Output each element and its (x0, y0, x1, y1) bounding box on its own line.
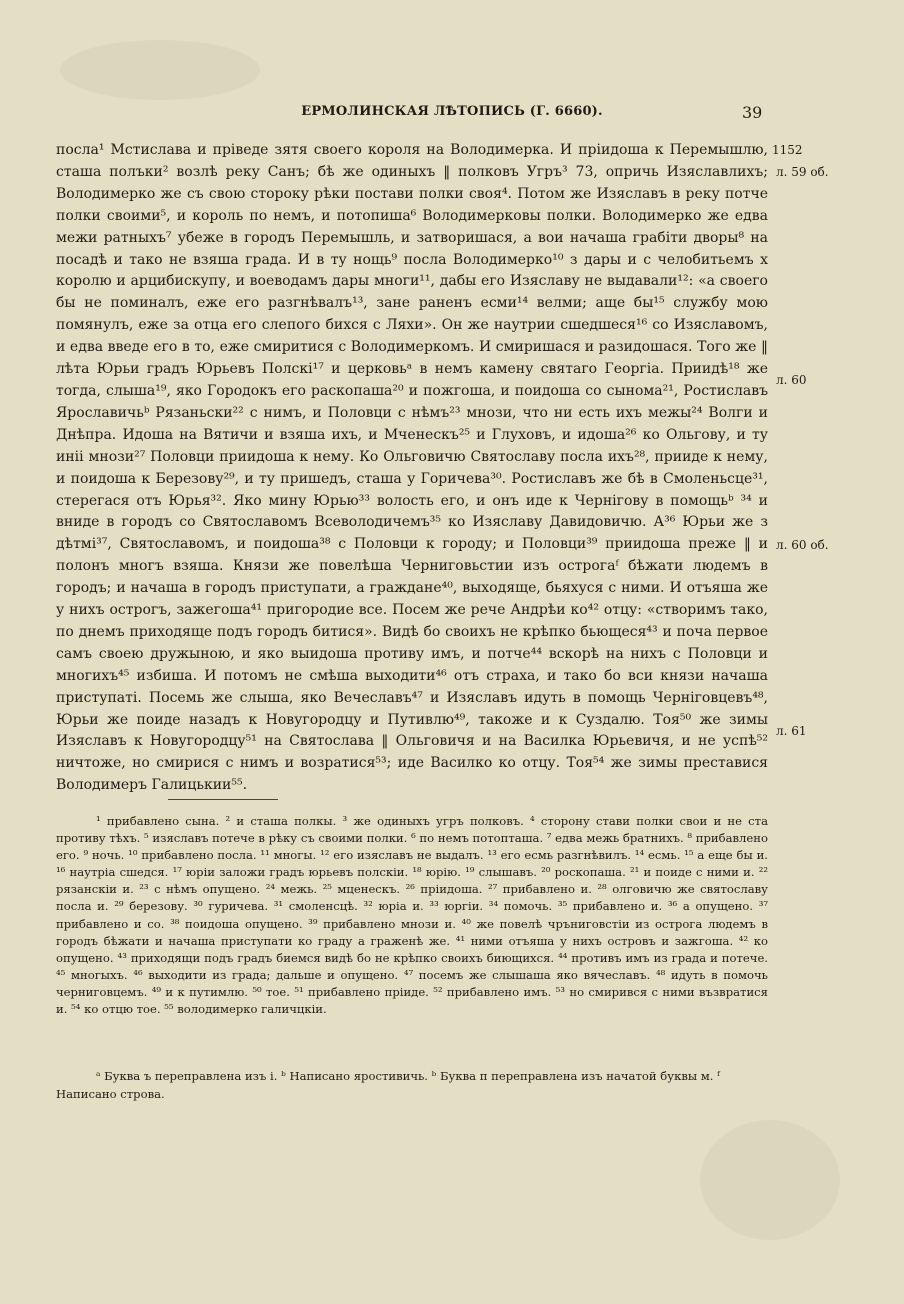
editorial-notes-block (56, 1068, 768, 1103)
main-text-body (56, 140, 768, 797)
page-number: 39 (742, 103, 763, 122)
footnote-divider (168, 799, 278, 800)
footnotes-text: ¹ прибавлено сына. ² и сташа полкы. ³ же одиныхъ угръ полковъ. ⁴ сторону стави полки свои и не ста противу тѣхъ. ⁵ изяславъ потече в рѣку съ своими полки. ⁶ по немъ потопташа. ⁷ едва межь братнихъ. ⁸ прибавлено его. ⁹ ночь. ¹⁰ прибавлено посла. ¹¹ многы. ¹² его изяславъ не выдалъ. ¹³ его есмь разгнѣвилъ. ¹⁴ есмь. ¹⁵ а еще бы и. ¹⁶ наутріа сшедся. ¹⁷ юріи заложи градъ юрьевъ полскіи. ¹⁸ юрію. ¹⁹ слышавъ. ²⁰ роскопаша. ²¹ и поиде с ними и. ²² рязанскіи и. ²³ с нѣмъ опущено. ²⁴ межь. ²⁵ мценескъ. ²⁶ прiидоша. ²⁷ прибавлено и. ²⁸ олговичю же святославу посла и. ²⁹ березову. ³⁰ гуричева. ³¹ смоленсцѣ. ³² юріа и. ³³ юргіи. ³⁴ помочь. ³⁵ прибавлено и. ³⁶ а опущено. ³⁷ прибавлено и со. ³⁸ поидоша опущено. ³⁹ прибавлено мнози и. ⁴⁰ же повелѣ чрънигoвстіи из острога людемъ в городъ бѣжати и начаша приступати ко граду а граженѣ же. ⁴¹ ними отъяша у нихъ островъ и зажгоша. ⁴² ко опущено. ⁴³ приходящи подъ градъ биемся видѣ бо не крѣпко своихъ биющихся. ⁴⁴ противъ имъ из града и потече. ⁴⁵ многыхъ. ⁴⁶ выходити из града; дальше и опущено. ⁴⁷ посемъ же слышаша яко вячеславъ. ⁴⁸ идуть в помочь черниговцемъ. ⁴⁹ и к путимлю. ⁵⁰ тое. ⁵¹ прибавлено пріиде. ⁵² прибавлено имъ. ⁵³ но смирився с ними възвратися и. ⁵⁴ ко отцю тое. ⁵⁵ володимерко галичцкіи. (56, 814, 768, 1017)
paper-stain (700, 1120, 840, 1240)
main-paragraph: посла¹ Мстислава и пріведе зятя своего короля на Володимерка. И пріидоша к Перемышлю, сташа полъки² возлѣ реку Санъ; бѣ же одиныхъ ‖ полковъ Угръ³ 73, опричь Изяславлихъ; Володимерко же съ свою стороку рѣки постави полки своя⁴. Потом же Изяславъ в реку потче полки своими⁵, и король по немъ, и потопиша⁶ Володимерковы полки. Володимерко же едва межи ратныхъ⁷ убеже в городъ Перемышль, и затворишася, а вои начаша грабіти дворы⁸ на посадѣ и тако не взяша града. И в ту нощь⁹ посла Володимерко¹⁰ з дары и с челобитьемъ х королю и арцибискупу, и воеводамъ дары многи¹¹, дабы его Изяславу не выдавали¹²: «а своего бы не поминалъ, еже его разгнѣвалъ¹³, зане раненъ есми¹⁴ велми; аще бы¹⁵ службу мою помянулъ, еже за отца его слепого бихся с Ляхи». Он же наутрии сшедшеся¹⁶ со Изяславомъ, и едва введе его в то, еже смиритися с Володимеркомъ. И смиришася и разидошася. Того же ‖ лѣта Юрьи градъ Юрьевъ Полскі¹⁷ и церковьᵃ в немъ камену святаго Георгіа. Приидѣ¹⁸ же тогда, слыша¹⁹, яко Городокъ его раскопаша²⁰ и пожгоша, и поидоша со сынома²¹, Ростиславъ Ярославичьᵇ Рязаньски²² с нимъ, и Половци с нѣмъ²³ мнози, что ни есть ихъ межы²⁴ Волги и Днѣпра. Идоша на Вятичи и взяша ихъ, и Мченескъ²⁵ и Глуховъ, и идоша²⁶ ко Ольгову, и ту инii мнози²⁷ Половци приидоша к нему. Ко Ольговичю Святославу посла ихъ²⁸, прииде к нему, и поидоша к Березову²⁹, и ту пришедъ, сташа у Горичева³⁰. Ростиславъ же бѣ в Смоленьсце³¹, стерегася отъ Юрья³². Яко мину Юрью³³ волость его, и онъ иде к Чернігову в помощьᵇ ³⁴ и вниде в городъ со Святославомъ Всеволодичемъ³⁵ ко Изяславу Давидовичю. А³⁶ Юрьи же з дѣтмі³⁷, Святославомъ, и поидоша³⁸ с Половци к городу; и Половци³⁹ приидоша преже ‖ и полонъ многъ взяша. Князи же повелѣша Черниговьстии изъ острогаᶠ бѣжати людемъ в городъ; и начаша в городъ приступати, а гражданe⁴⁰, выходяще, бьяхуся с ними. И отъяша же у нихъ острогъ, зажегоша⁴¹ пригородие все. Посем же рече Андрѣи ко⁴² отцу: «створимъ тако, по днемъ приходяще подъ городъ битися». Видѣ бо своихъ не крѣпко бьющеся⁴³ и поча первое самъ своею дружыною, и яко выидоша противу имъ, и потче⁴⁴ вскорѣ на нихъ с Половци и многихъ⁴⁵ избиша. И потомъ не смѣша выходити⁴⁶ отъ страха, и тако бо вси князи начаша приступаті. Посемь же слыша, яко Вечеславъ⁴⁷ и Изяславъ идуть в помощь Черніговцевъ⁴⁸, Юрьи же поиде назадъ к Новугородцу и Путивлю⁴⁹, такоже и к Суздалю. Тоя⁵⁰ же зимы Изяславъ к Новугородцу⁵¹ на Святослава ‖ Ольговичя и на Василка Юрьевичя, и не успѣ⁵² ничтоже, но смирися с нимъ и возратися⁵³; иде Василко ко отцу. Тоя⁵⁴ же зимы преставися Володимеръ Галицькии⁵⁵. (56, 142, 768, 794)
margin-leaf-note: л. 60 (776, 373, 807, 387)
margin-leaf-note: л. 59 об. (776, 165, 829, 179)
margin-year: 1152 (772, 143, 803, 157)
margin-leaf-note: л. 61 (776, 724, 807, 738)
footnotes-block (56, 813, 768, 1018)
margin-leaf-note: л. 60 об. (776, 538, 829, 552)
running-header-title: ЕРМОЛИНСКАЯ ЛѢТОПИСЬ (Г. 6660). (301, 104, 603, 119)
paper-stain (60, 40, 260, 100)
editorial-notes-text: ᵃ Буква ъ переправлена изъ і. ᵇ Написано яростивичь. ᵇ Буква п переправлена изъ начатой буквы м. ᶠ Написано строва. (56, 1069, 720, 1101)
